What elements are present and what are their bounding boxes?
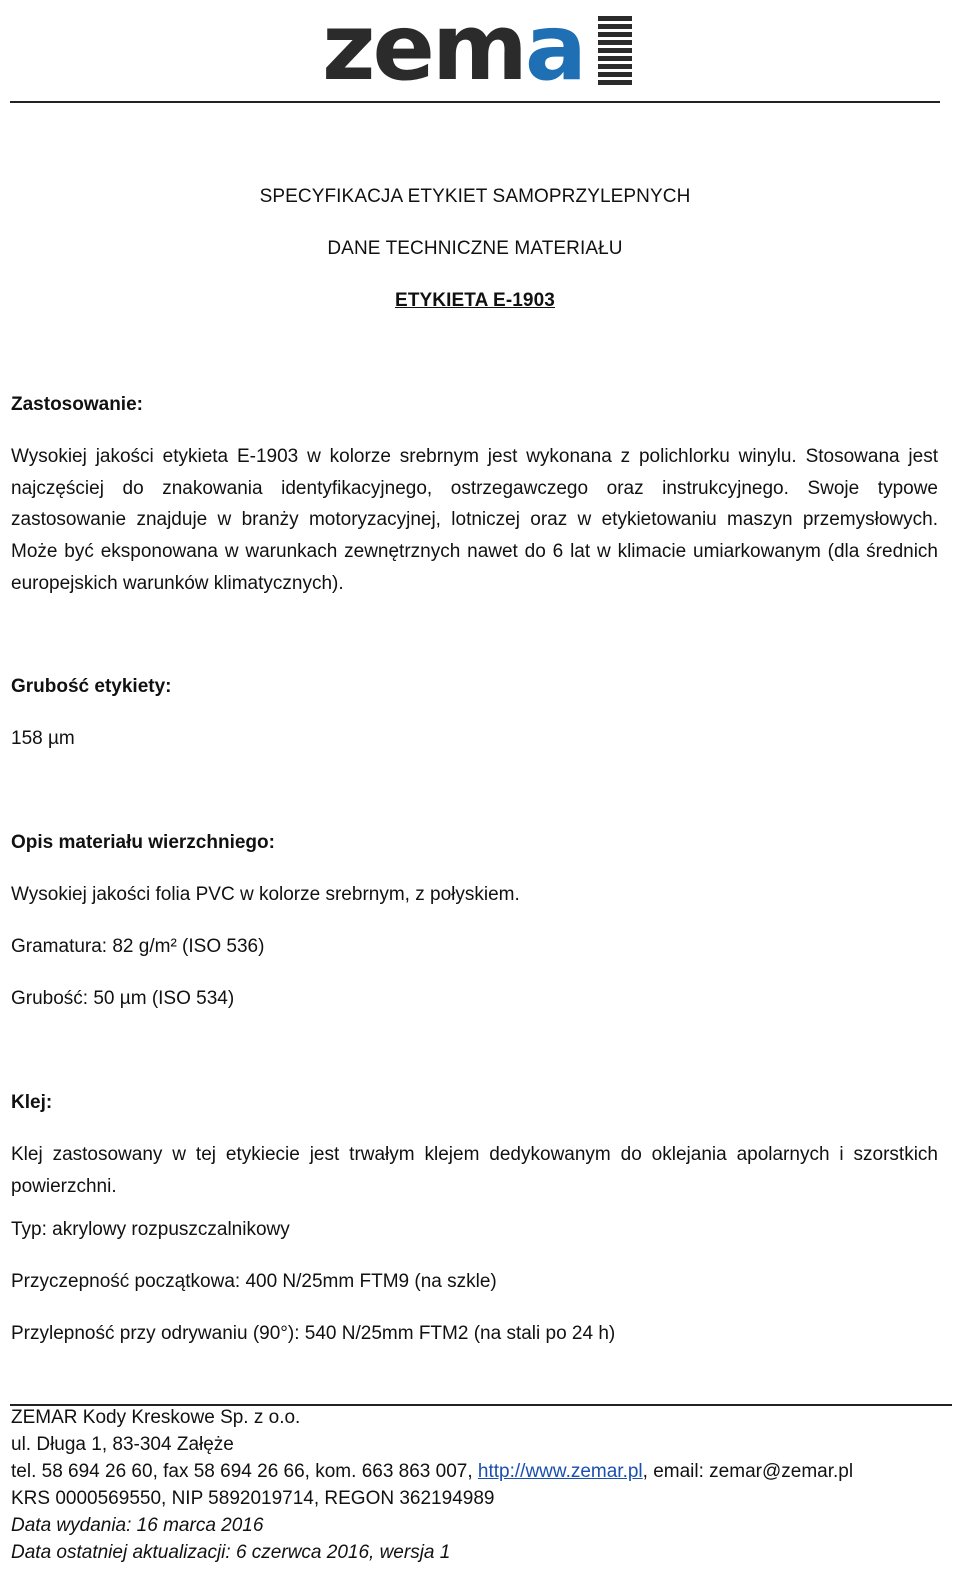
- footer-address: ul. Długa 1, 83-304 Załęże: [11, 1434, 234, 1455]
- zastosowanie-text: Wysokiej jakości etykieta E-1903 w kolorze srebrnym jest wykonana z polichlorku winylu. Stosowana jest najczęściej do znakowania identyfikacyjnego, ostrzegawczego oraz instrukcyjnego. Swoje typowe zastosowanie znajduje w branży motoryzacyjnej, lotniczej oraz w etykietowaniu maszyn przemysłowych. Może być eksponowana w warunkach zewnętrznych nawet do 6 lat w klimacie umiarkowanym (dla średnich europejskich warunków klimatycznych).: [11, 446, 938, 594]
- footer-divider: [10, 1404, 952, 1406]
- footer-update-date: Data ostatniej aktualizacji: 6 czerwca 2016, wersja 1: [11, 1542, 451, 1563]
- logo-text-a: a: [524, 0, 584, 101]
- klej-text: Klej zastosowany w tej etykiecie jest trwałym klejem dedykowanym do oklejania apolarnych i szorstkich powierzchni.: [11, 1144, 938, 1197]
- footer-company: ZEMAR Kody Kreskowe Sp. z o.o.: [11, 1407, 301, 1428]
- footer-contact-post: , email: zemar@zemar.pl: [642, 1461, 854, 1482]
- opis-line-1: Wysokiej jakości folia PVC w kolorze srebrnym, z połyskiem.: [11, 884, 520, 905]
- doc-title: SPECYFIKACJA ETYKIET SAMOPRZYLEPNYCH: [259, 186, 691, 207]
- opis-gramatura: Gramatura: 82 g/m² (ISO 536): [11, 936, 265, 957]
- grubosc-value: 158 µm: [11, 728, 75, 749]
- section-heading-grubosc: Grubość etykiety:: [11, 676, 172, 697]
- product-name: ETYKIETA E-1903: [395, 290, 555, 311]
- logo-r-bars: [598, 16, 632, 86]
- klej-typ: Typ: akrylowy rozpuszczalnikowy: [11, 1219, 290, 1240]
- website-link[interactable]: http://www.zemar.pl: [477, 1461, 643, 1482]
- footer-contact: [11, 1461, 853, 1483]
- header-divider: [10, 101, 940, 103]
- klej-przyczepnosc: Przyczepność początkowa: 400 N/25mm FTM9 (na szkle): [11, 1271, 497, 1292]
- footer-registry: KRS 0000569550, NIP 5892019714, REGON 362194989: [11, 1488, 495, 1509]
- doc-subtitle: DANE TECHNICZNE MATERIAŁU: [327, 238, 623, 259]
- footer-contact-pre: tel. 58 694 26 60, fax 58 694 26 66, kom. 663 863 007,: [11, 1461, 478, 1482]
- opis-grubosc: Grubość: 50 µm (ISO 534): [11, 988, 235, 1009]
- section-heading-opis: Opis materiału wierzchniego:: [11, 832, 275, 853]
- klej-przylepnosc: Przylepność przy odrywaniu (90°): 540 N/25mm FTM2 (na stali po 24 h): [11, 1323, 616, 1344]
- section-heading-zastosowanie: Zastosowanie:: [11, 394, 143, 415]
- logo-text-pre: zem: [322, 0, 525, 101]
- section-heading-klej: Klej:: [11, 1092, 53, 1113]
- zemar-logo: [322, 0, 632, 101]
- footer-issue-date: Data wydania: 16 marca 2016: [11, 1515, 264, 1536]
